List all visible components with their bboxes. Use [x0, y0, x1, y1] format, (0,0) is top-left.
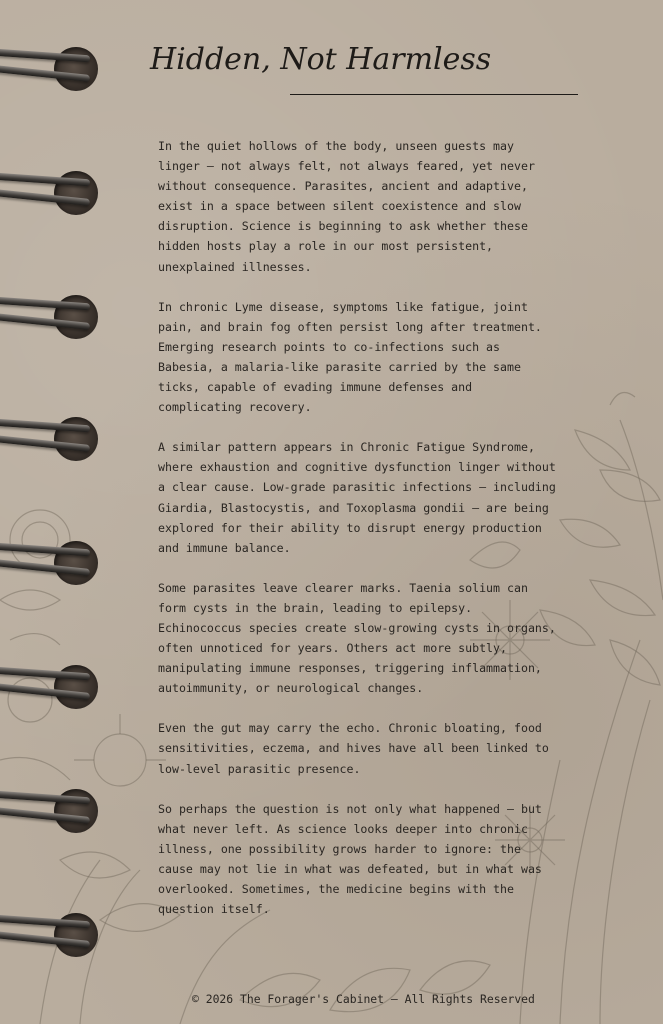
paragraph: A similar pattern appears in Chronic Fatigue Syndrome, where exhaustion and cognitive dysfunction linger without a clear cause. Low-grade parasitic infections — including Giardia, Blastocystis, and Toxoplasma gondii — are being explored for their ability to disrupt energy production and immune balance.	[158, 440, 556, 555]
paragraph: Some parasites leave clearer marks. Taenia solium can form cysts in the brain, leading to epilepsy. Echinococcus species create slow-growing cysts in organs, often unnoticed for years. Others act more subtly, manipulating immune responses, triggering inflammation, autoimmunity, or neurological changes.	[158, 580, 556, 696]
ring	[0, 290, 105, 340]
title-underline	[290, 94, 578, 95]
article-body	[158, 136, 558, 939]
paragraph: In chronic Lyme disease, symptoms like fatigue, joint pain, and brain fog often persist long after treatment. Emerging research points to co-infections such as Babesia, a malaria-like parasite carried by the same ticks, capable of evading immune defenses and complicating recovery.	[158, 299, 542, 415]
paragraph: So perhaps the question is not only what happened — but what never left. As science looks deeper into chronic illness, one possibility grows harder to ignore: the cause may not lie in what was defeated, but in what was overlooked. Sometimes, the medicine begins with the question itself.	[158, 801, 542, 917]
ring	[0, 412, 105, 462]
copyright-footer: © 2026 The Forager's Cabinet — All Rights Reserved	[192, 992, 535, 1006]
title-block	[150, 38, 578, 100]
page-title: Hidden, Not Harmless	[150, 42, 492, 77]
ring	[0, 784, 105, 834]
ring	[0, 536, 105, 586]
ring	[0, 908, 105, 958]
spiral-binding-icon	[0, 0, 110, 1024]
ring	[0, 166, 105, 216]
paragraph: Even the gut may carry the echo. Chronic bloating, food sensitivities, eczema, and hives have all been linked to low-level parasitic presence.	[158, 721, 549, 776]
ring	[0, 42, 105, 92]
paragraph: In the quiet hollows of the body, unseen guests may linger — not always felt, not always feared, yet never without consequence. Parasites, ancient and adaptive, exist in a space between silent coexistence and slow disruption. Science is beginning to ask whether these hidden hosts play a role in our most persistent, unexplained illnesses.	[158, 139, 535, 274]
ring	[0, 660, 105, 710]
